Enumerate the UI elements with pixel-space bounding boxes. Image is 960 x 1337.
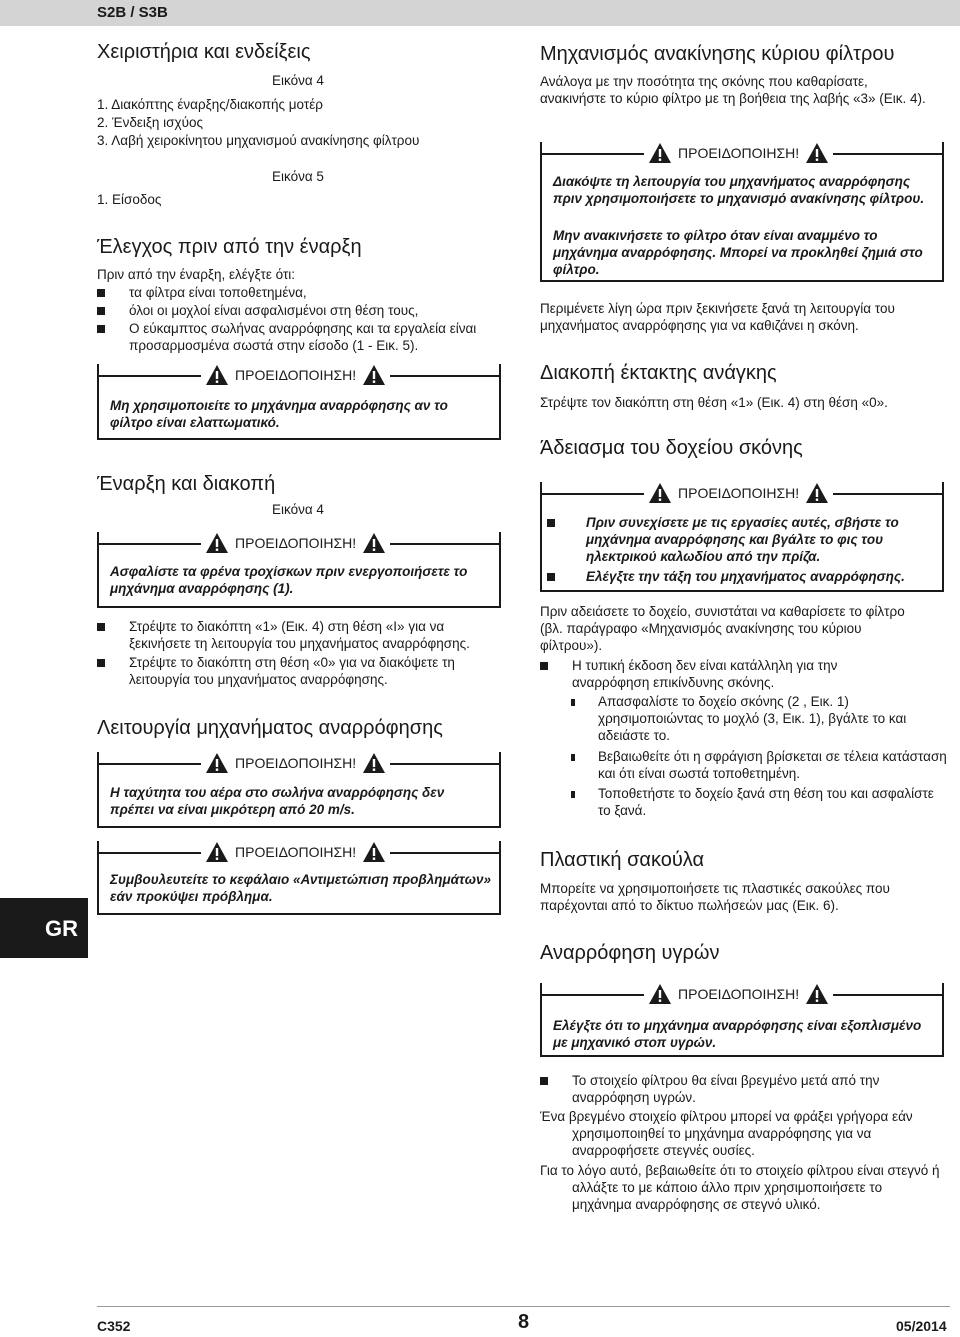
page-number: 8 <box>518 1311 530 1333</box>
plastic-bag-heading: Πλαστική σακούλα <box>540 849 705 871</box>
warning-icon <box>205 532 229 554</box>
precheck-intro: Πριν από την έναρξη, ελέγξτε ότι: <box>97 267 296 282</box>
emergency-text: Στρέψτε τον διακόπτη στη θέση «1» (Εικ. 4) στη θέση «0». <box>540 395 888 410</box>
warning-icon <box>362 752 386 774</box>
operation-heading: Λειτουργία μηχανήματος αναρρόφησης <box>97 717 443 739</box>
warning-icon <box>362 532 386 554</box>
precheck-heading: Έλεγχος πριν από την έναρξη <box>97 236 362 258</box>
controls-item-3: 3. Λαβή χειροκίνητου μηχανισμού ανακίνησης φίλτρου <box>97 133 420 148</box>
shaker-heading: Μηχανισμός ανακίνησης κύριου φίλτρου <box>540 43 895 65</box>
wait-text: Περιμένετε λίγη ώρα πριν ξεκινήσετε ξανά τη λειτουργία του μηχανήματος αναρρόφησης για να καθιζάνει η σκόνη. <box>540 301 895 333</box>
plastic-bag-text: Μπορείτε να χρησιμοποιήσετε τις πλαστικές σακούλες που παρέχονται από το δίκτυο πωλήσεών μας (Εικ. 6). <box>540 881 890 913</box>
warning-label: ΠΡΟΕΙΔΟΠΟΙΗΣΗ! <box>678 485 800 501</box>
wet-text-1: Ένα βρεγμένο στοιχείο φίλτρου μπορεί να φράξει γρήγορα εάν χρησιμοποιηθεί το μηχάνημα αναρρόφησης για να αναρροφήσετε στεγνές ουσίες. <box>540 1109 913 1158</box>
warning-icon <box>362 364 386 386</box>
footer-date: 05/2014 <box>896 1318 947 1334</box>
footer-doc-code: C352 <box>97 1318 131 1334</box>
warning-icon <box>805 142 829 164</box>
figure-5-label: Εικόνα 5 <box>272 169 324 184</box>
warning-icon <box>648 482 672 504</box>
warning-text: Ελέγξτε ότι το μηχάνημα αναρρόφησης είναι εξοπλισμένο με μηχανικό στοπ υγρών. <box>553 1018 922 1050</box>
wet-bullet: Το στοιχείο φίλτρου θα είναι βρεγμένο μετά από την αναρρόφηση υγρών. <box>540 1072 920 1106</box>
figure-4-label: Εικόνα 4 <box>272 73 324 88</box>
emptying-bullet: Η τυπική έκδοση δεν είναι κατάλληλη για την αναρρόφηση επικίνδυνης σκόνης. <box>540 657 910 691</box>
controls-item-1: 1. Διακόπτης έναρξης/διακοπής μοτέρ <box>97 97 323 112</box>
model-title: S2B / S3B <box>97 4 168 21</box>
wet-heading: Αναρρόφηση υγρών <box>540 942 720 964</box>
language-tab: GR <box>0 898 88 958</box>
warning-text: Συμβουλευτείτε το κεφάλαιο «Αντιμετώπιση προβλημάτων» εάν προκύψει πρόβλημα. <box>110 872 491 904</box>
controls-item-2: 2. Ένδειξη ισχύος <box>97 115 203 130</box>
warning-box <box>97 841 501 915</box>
wet-text-2: Για το λόγο αυτό, βεβαιωθείτε ότι το στοιχείο φίλτρου είναι στεγνό ή αλλάξτε το με κάποιο άλλο πριν χρησιμοποιήσετε το μηχάνημα αναρρόφησης σε στεγνό υλικό. <box>540 1163 940 1212</box>
warning-label: ΠΡΟΕΙΔΟΠΟΙΗΣΗ! <box>678 986 800 1002</box>
warning-label: ΠΡΟΕΙΔΟΠΟΙΗΣΗ! <box>235 535 357 551</box>
precheck-bullet-2: όλοι οι μοχλοί είναι ασφαλισμένοι στη θέση τους, <box>97 302 505 319</box>
warning-box <box>540 142 944 282</box>
emptying-heading: Άδειασμα του δοχείου σκόνης <box>540 437 803 459</box>
warning-bullet: Ελέγξτε την τάξη του μηχανήματος αναρρόφησης. <box>547 568 939 585</box>
warning-icon <box>648 983 672 1005</box>
warning-label: ΠΡΟΕΙΔΟΠΟΙΗΣΗ! <box>235 755 357 771</box>
stop-bullet: Στρέψτε το διακόπτη στη θέση «0» για να διακόψετε τη λειτουργία του μηχανήματος αναρρόφησης. <box>97 654 497 688</box>
warning-icon <box>205 841 229 863</box>
warning-box <box>97 532 501 608</box>
page-header <box>0 0 960 26</box>
precheck-bullet-1: τα φίλτρα είναι τοποθετημένα, <box>97 284 505 301</box>
warning-text: Διακόψτε τη λειτουργία του μηχανήματος αναρρόφησης πριν χρησιμοποιήσετε το μηχανισμό ανακίνησης φίλτρου. <box>553 174 925 206</box>
warning-icon <box>805 482 829 504</box>
emptying-step-3: Τοποθετήστε το δοχείο ξανά στη θέση του και ασφαλίστε το ξανά. <box>568 785 948 819</box>
emptying-intro: Πριν αδειάσετε το δοχείο, συνιστάται να καθαρίσετε το φίλτρο (βλ. παράγραφο «Μηχανισμός ανακίνησης του κύριου φίλτρου»). <box>540 604 905 653</box>
warning-bullet: Πριν συνεχίσετε με τις εργασίες αυτές, σβήστε το μηχάνημα αναρρόφησης και βγάλτε το φις του ηλεκτρικού καλωδίου από την πρίζα. <box>547 514 939 565</box>
inlet-item: 1. Είσοδος <box>97 192 162 207</box>
warning-box <box>97 752 501 828</box>
emptying-step-1: Απασφαλίστε το δοχείο σκόνης (2 , Εικ. 1) χρησιμοποιώντας το μοχλό (3, Εικ. 1), βγάλτε το και αδειάστε το. <box>568 693 948 744</box>
start-bullet: Στρέψτε το διακόπτη «1» (Εικ. 4) στη θέση «I» για να ξεκινήσετε τη λειτουργία του μηχανήματος αναρρόφησης. <box>97 618 497 652</box>
precheck-bullet-3: Ο εύκαμπτος σωλήνας αναρρόφησης και τα εργαλεία είναι προσαρμοσμένα σωστά στην είσοδο (1 - Εικ. 5). <box>97 320 497 354</box>
warning-label: ΠΡΟΕΙΔΟΠΟΙΗΣΗ! <box>235 367 357 383</box>
warning-text: Ασφαλίστε τα φρένα τροχίσκων πριν ενεργοποιήσετε το μηχάνημα αναρρόφησης (1). <box>110 564 468 596</box>
footer-rule <box>97 1306 950 1307</box>
warning-text: Μην ανακινήσετε το φίλτρο όταν είναι αναμμένο το μηχάνημα αναρρόφησης. Μπορεί να προκληθεί ζημιά στο φίλτρο. <box>553 228 923 277</box>
warning-icon <box>205 364 229 386</box>
warning-box <box>540 482 944 592</box>
warning-box <box>540 983 944 1057</box>
controls-heading: Χειριστήρια και ενδείξεις <box>97 41 311 63</box>
warning-label: ΠΡΟΕΙΔΟΠΟΙΗΣΗ! <box>678 145 800 161</box>
warning-icon <box>648 142 672 164</box>
warning-box <box>97 364 501 440</box>
warning-icon <box>362 841 386 863</box>
warning-text: Μη χρησιμοποιείτε το μηχάνημα αναρρόφησης αν το φίλτρο είναι ελαττωματικό. <box>110 398 448 430</box>
warning-text: Η ταχύτητα του αέρα στο σωλήνα αναρρόφησης δεν πρέπει να είναι μικρότερη από 20 m/s. <box>110 785 445 817</box>
warning-label: ΠΡΟΕΙΔΟΠΟΙΗΣΗ! <box>235 844 357 860</box>
emptying-step-2: Βεβαιωθείτε ότι η σφράγιση βρίσκεται σε τέλεια κατάσταση και ότι είναι σωστά τοποθετημένη. <box>568 748 948 782</box>
shaker-text: Ανάλογα με την ποσότητα της σκόνης που καθαρίσατε, ανακινήστε το κύριο φίλτρο με τη βοήθεια της λαβής «3» (Εικ. 4). <box>540 74 926 106</box>
warning-icon <box>205 752 229 774</box>
emergency-heading: Διακοπή έκτακτης ανάγκης <box>540 362 777 384</box>
figure-4-label: Εικόνα 4 <box>272 502 324 517</box>
start-stop-heading: Έναρξη και διακοπή <box>97 473 276 495</box>
warning-icon <box>805 983 829 1005</box>
